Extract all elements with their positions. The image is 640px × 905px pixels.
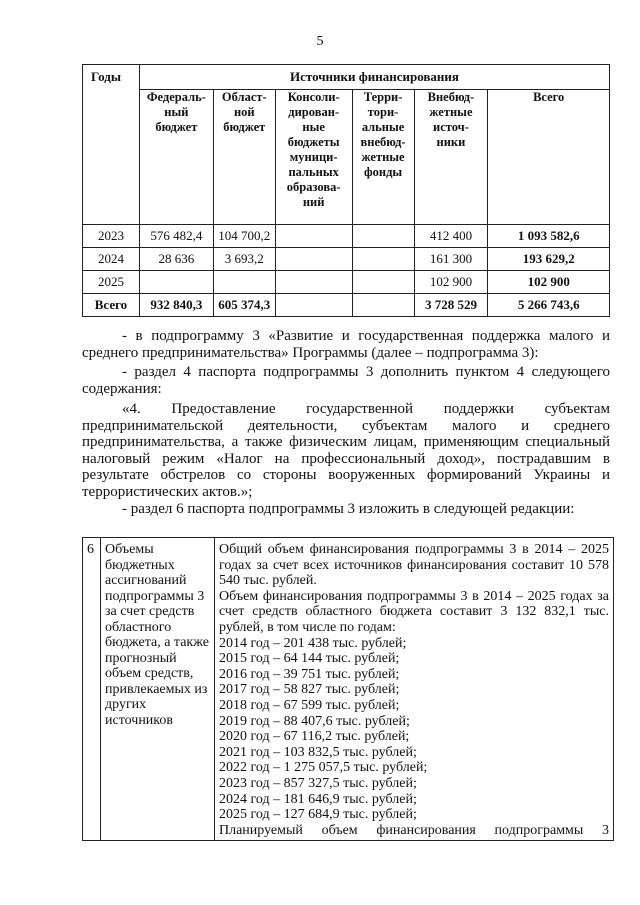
municipal-cell [275,248,352,271]
regional-cell [213,271,275,294]
federal-cell: 576 482,4 [139,225,213,248]
year-line: 2020 год – 67 116,2 тыс. рублей; [219,729,410,745]
table-row [83,225,610,248]
territorial-cell [352,294,414,317]
territorial-cell [352,248,414,271]
total-header: Всего [488,90,610,225]
sources-header: Источники финансирования [139,65,609,90]
extrabudgetary-cell: 412 400 [414,225,488,248]
paragraph-subprogram-3: - в подпрограмму 3 «Развитие и государственная поддержка малого и среднего предпринимательства» Программы (далее – подпрограмма 3): [82,328,610,361]
regional-cell: 104 700,2 [213,225,275,248]
row-number: 6 [83,538,101,841]
federal-cell [139,271,213,294]
regional-cell: 3 693,2 [213,248,275,271]
table-row [83,538,614,841]
municipal-budgets-header: Консоли- дирован- ные бюджеты муници- пальных образова- ний [275,90,352,225]
row-content [215,538,614,841]
planned-financing-text: Планируемый объем финансирования подпрограммы 3 [219,822,609,838]
total-cell: 102 900 [488,271,610,294]
federal-cell: 28 636 [139,248,213,271]
federal-cell: 932 840,3 [139,294,213,317]
year-cell: 2023 [83,225,140,248]
table-row [83,271,610,294]
year-line: 2017 год – 58 827 тыс. рублей; [219,682,400,698]
total-cell: 1 093 582,6 [488,225,610,248]
total-cell: 5 266 743,6 [488,294,610,317]
year-line: 2024 год – 181 646,9 тыс. рублей; [219,791,417,807]
year-line: 2023 год – 857 327,5 тыс. рублей; [219,775,417,791]
territorial-cell [352,225,414,248]
regional-cell: 605 374,3 [213,294,275,317]
extrabudgetary-header: Внебюд- жетные источ- ники [414,90,488,225]
federal-budget-header: Федераль- ный бюджет [139,90,213,225]
territorial-funds-header: Терри- тори- альные внебюд- жетные фонды [352,90,414,225]
year-line: 2025 год – 127 684,9 тыс. рублей; [219,807,417,823]
paragraph-section-4: - раздел 4 паспорта подпрограммы 3 дополнить пунктом 4 следующего содержания: [82,364,610,397]
year-line: 2019 год – 88 407,6 тыс. рублей; [219,713,410,729]
extrabudgetary-cell: 161 300 [414,248,488,271]
total-row [83,294,610,317]
municipal-cell [275,225,352,248]
total-label-cell: Всего [83,294,140,317]
year-line: 2016 год – 39 751 тыс. рублей; [219,666,400,682]
table-row [83,248,610,271]
page-number: 5 [316,34,324,49]
years-header: Годы [83,65,140,225]
extrabudgetary-cell: 3 728 529 [414,294,488,317]
municipal-cell [275,294,352,317]
year-line: 2015 год – 64 144 тыс. рублей; [219,651,400,667]
paragraph-section-6: - раздел 6 паспорта подпрограммы 3 изложить в следующей редакции: [122,501,575,517]
subheader-row [83,90,610,225]
year-cell: 2024 [83,248,140,271]
total-cell: 193 629,2 [488,248,610,271]
year-line: 2022 год – 1 275 057,5 тыс. рублей; [219,760,428,776]
year-cell: 2025 [83,271,140,294]
regional-budget-header: Област- ной бюджет [213,90,275,225]
paragraph-item-4-quote: «4. Предоставление государственной поддержки субъектам предпринимательской деятельности, субъектам малого и среднего предпринимательства, а также физическим лицам, применяющим специальный налоговый режим «Налог на профессиональный доход», пострадавшим в результате обстрелов со стороны вооруженных формирований Украины и террористических актов.»; [82,401,610,500]
extrabudgetary-cell: 102 900 [414,271,488,294]
total-financing-text: Общий объем финансирования подпрограммы 3 в 2014 – 2025 годах за счет всех источников финансирования составит 10 578 540 тыс. рублей. [219,542,609,589]
year-line: 2018 год – 67 599 тыс. рублей; [219,697,400,713]
year-line: 2021 год – 103 832,5 тыс. рублей; [219,744,417,760]
territorial-cell [352,271,414,294]
year-line: 2014 год – 201 438 тыс. рублей; [219,635,407,651]
passport-table [82,537,614,841]
regional-financing-text: Объем финансирования подпрограммы 3 в 2014 – 2025 годах за счет средств областного бюджета составит 3 132 832,1 тыс. рублей, в том числе по годам: [219,588,609,635]
row-title: Объемы бюджетных ассигнований подпрограммы 3 за счет средств областного бюджета, а также прогнозный объем средств, привлекаемых из других источников [101,538,215,841]
financing-table [82,64,610,317]
municipal-cell [275,271,352,294]
